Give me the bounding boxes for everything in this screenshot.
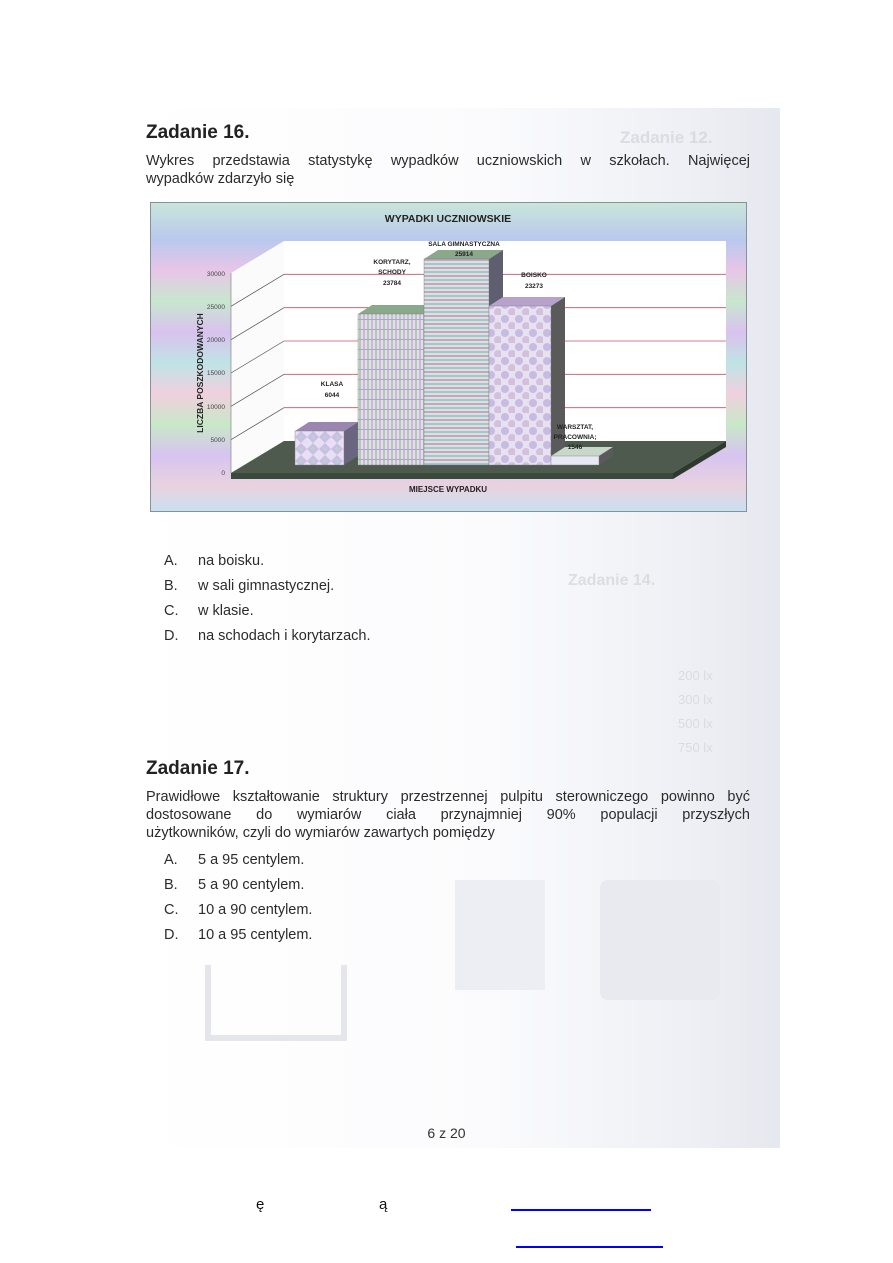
task16-option-b: B. w sali gimnastycznej. [164, 578, 335, 594]
task16-option-d: D. na schodach i korytarzach. [164, 628, 371, 644]
label-klasa-value: 6044 [324, 392, 340, 399]
label-korytarz-line2: SCHODY [378, 269, 406, 276]
task16-heading: Zadanie 16. [146, 122, 250, 143]
label-warsztat-line1: WARSZTAT, [556, 424, 594, 431]
svg-text:15000: 15000 [206, 370, 225, 377]
bleed-through-figure [455, 880, 545, 990]
label-sala-name: SALA GIMNASTYCZNA [428, 241, 500, 248]
x-axis-label: MIEJSCE WYPADKU [408, 485, 488, 494]
stray-glyph: ę [256, 1196, 265, 1213]
svg-text:20000: 20000 [206, 337, 225, 344]
label-boisko-name: BOISKO [521, 272, 547, 279]
task17-question-line3: użytkowników, czyli do wymiarów zawartych pomiędzy [146, 825, 495, 841]
task17-question-line1: Prawidłowe kształtowanie struktury przestrzennej pulpitu sterowniczego powinno być [146, 789, 750, 805]
task16-option-c: C. w klasie. [164, 603, 254, 619]
chart-title: WYPADKI UCZNIOWSKIE [384, 213, 512, 225]
stray-glyph: ą [379, 1196, 388, 1213]
link-underline[interactable] [511, 1209, 651, 1211]
page-number: 6 z 20 [427, 1125, 466, 1141]
y-axis-label: LICZBA POSZKODOWANYCH [195, 313, 205, 433]
bleed-through-text: 200 lx [678, 668, 713, 683]
accidents-chart [150, 202, 747, 512]
bleed-through-text: Zadanie 12. [620, 128, 713, 147]
bleed-through-text: 500 lx [678, 716, 713, 731]
task17-option-d: D. 10 a 95 centylem. [164, 927, 313, 943]
svg-text:30000: 30000 [206, 271, 225, 278]
label-warsztat-line2: PRACOWNIA; [553, 434, 597, 441]
svg-text:10000: 10000 [206, 404, 225, 411]
svg-text:25000: 25000 [206, 304, 225, 311]
svg-text:0: 0 [221, 470, 225, 477]
task16-question-line2: wypadków zdarzyło się [146, 171, 295, 187]
task17-heading: Zadanie 17. [146, 758, 250, 779]
task16-question-line1: Wykres przedstawia statystykę wypadków uczniowskich w szkołach. Najwięcej [146, 153, 750, 169]
task17-option-a: A. 5 a 95 centylem. [164, 852, 305, 868]
label-klasa-name: KLASA [320, 381, 344, 388]
bleed-through-text: Zadanie 14. [568, 572, 656, 589]
bleed-through-text: 750 lx [678, 740, 713, 755]
chart-svg [151, 203, 746, 511]
label-korytarz-value: 23784 [382, 280, 402, 287]
task17-question-line2: dostosowane do wymiarów ciała przynajmniej 90% populacji przyszłych [146, 807, 750, 823]
y-axis-ticks [207, 271, 225, 477]
task16-option-a: A. na boisku. [164, 553, 265, 569]
bar-klasa [295, 422, 358, 465]
chart-floor-edge [231, 473, 673, 479]
task17-option-c: C. 10 a 90 centylem. [164, 902, 313, 918]
svg-text:5000: 5000 [210, 437, 225, 444]
bleed-through-text: 300 lx [678, 692, 713, 707]
label-boisko-value: 23273 [524, 283, 544, 290]
bleed-through-figure [205, 965, 347, 1041]
label-warsztat-value: 1546 [567, 444, 583, 451]
label-korytarz-line1: KORYTARZ, [373, 259, 411, 266]
bleed-through-figure [600, 880, 720, 1000]
task17-option-b: B. 5 a 90 centylem. [164, 877, 305, 893]
label-sala-value: 25914 [454, 251, 474, 258]
link-underline[interactable] [516, 1246, 663, 1248]
